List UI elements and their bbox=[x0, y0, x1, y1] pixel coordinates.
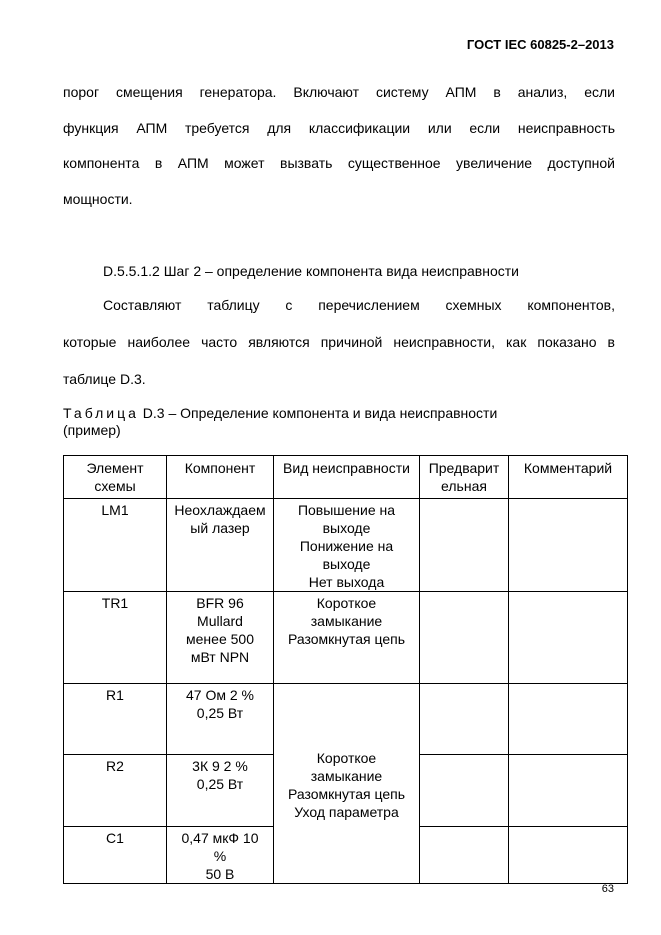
paragraph-line: которые наиболее часто являются причиной неисправности, как показано в bbox=[63, 334, 615, 350]
document-header: ГОСТ IEC 60825-2–2013 bbox=[466, 37, 614, 52]
table-row bbox=[64, 592, 628, 684]
cell-element: R1 bbox=[64, 684, 167, 755]
cell-fault: Повышение на выходе Понижение на выходе Нет выхода bbox=[274, 499, 420, 592]
caption-text: D.3 – Определение компонента и вида неисправности bbox=[138, 405, 498, 421]
cell-element: C1 bbox=[64, 827, 167, 884]
table-header-row bbox=[64, 456, 628, 499]
cell-comment bbox=[509, 592, 628, 684]
cell-element: R2 bbox=[64, 755, 167, 827]
table-row bbox=[64, 499, 628, 592]
paragraph-line: порог смещения генератора. Включают систему АПМ в анализ, если bbox=[63, 84, 615, 100]
section-title: D.5.5.1.2 Шаг 2 – определение компонента вида неисправности bbox=[103, 263, 519, 279]
cell-preliminary bbox=[420, 499, 509, 592]
cell-preliminary bbox=[420, 827, 509, 884]
cell-element: TR1 bbox=[64, 592, 167, 684]
cell-comment bbox=[509, 684, 628, 755]
header-component: Компонент bbox=[167, 456, 274, 499]
cell-fault-shared: Короткое замыкание Разомкнутая цепь Уход параметра bbox=[274, 684, 420, 884]
paragraph-line: компонента в АПМ может вызвать существенное увеличение доступной bbox=[63, 155, 615, 171]
cell-element: LM1 bbox=[64, 499, 167, 592]
header-preliminary: Предварит ельная bbox=[420, 456, 509, 499]
cell-fault: Короткое замыкание Разомкнутая цепь bbox=[274, 592, 420, 684]
cell-component: Неохлаждаем ый лазер bbox=[167, 499, 274, 592]
header-comment: Комментарий bbox=[509, 456, 628, 499]
cell-comment bbox=[509, 827, 628, 884]
table-caption bbox=[63, 405, 497, 439]
cell-comment bbox=[509, 755, 628, 827]
cell-component: 47 Ом 2 % 0,25 Вт bbox=[167, 684, 274, 755]
header-element: Элемент схемы bbox=[64, 456, 167, 499]
caption-prefix: Таблица bbox=[63, 405, 139, 421]
paragraph-line: мощности. bbox=[63, 191, 133, 207]
cell-preliminary bbox=[420, 684, 509, 755]
cell-component: 3К 9 2 % 0,25 Вт bbox=[167, 755, 274, 827]
paragraph-line: функция АПМ требуется для классификации или если неисправность bbox=[63, 120, 615, 136]
header-fault: Вид неисправности bbox=[274, 456, 420, 499]
cell-component: BFR 96 Mullard менее 500 мВт NPN bbox=[167, 592, 274, 684]
cell-preliminary bbox=[420, 755, 509, 827]
components-table bbox=[63, 455, 628, 884]
cell-preliminary bbox=[420, 592, 509, 684]
caption-note: (пример) bbox=[63, 422, 121, 438]
page-number: 63 bbox=[601, 883, 614, 895]
paragraph-line: таблице D.3. bbox=[63, 371, 146, 387]
paragraph-line: Составляют таблицу с перечислением схемных компонентов, bbox=[103, 297, 615, 313]
cell-comment bbox=[509, 499, 628, 592]
table-row bbox=[64, 684, 628, 755]
cell-component: 0,47 мкФ 10 % 50 В bbox=[167, 827, 274, 884]
